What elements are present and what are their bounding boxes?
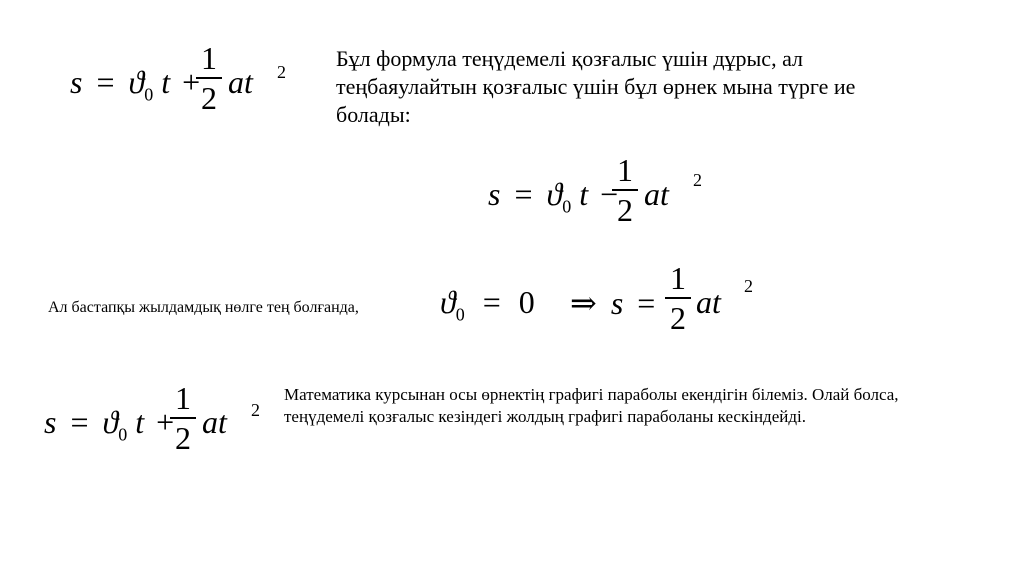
formula-subscript: 0 (562, 196, 572, 217)
formula-var-s: s (610, 285, 624, 321)
formula-var-s: s (70, 64, 83, 100)
formula-var-theta: ϑ (128, 64, 145, 100)
paragraph-uniform-acceleration-note: Бұл формула теңүдемелі қозғалыс үшін дұрыс, ал теңбаяулайтын қозғалыс үшін бұл өрнек мына түрге ие болады: (336, 46, 856, 128)
formula-exponent: 2 (693, 170, 702, 190)
formula-zero: 0 (518, 284, 535, 320)
formula-exponent: 2 (251, 400, 260, 420)
fraction-bar (612, 189, 638, 191)
formula-fraction (170, 382, 196, 454)
formula-initial-speed-zero (440, 284, 535, 325)
fraction-numerator: 1 (201, 40, 217, 76)
formula-plus: + (156, 404, 175, 440)
fraction-numerator: 1 (617, 152, 633, 188)
formula-var-s: s (488, 176, 501, 212)
formula-fraction (665, 262, 691, 334)
fraction-denominator: 2 (617, 192, 633, 228)
formula-var-at: at (228, 64, 253, 100)
formula-subscript: 0 (144, 84, 154, 105)
fraction-numerator: 1 (670, 260, 686, 296)
formula-var-t: t (579, 176, 589, 212)
formula-subscript: 0 (455, 304, 465, 325)
formula-var-at: at (202, 404, 227, 440)
paragraph-parabola-graph: Математика курсынан осы өрнектің графигі параболы екендігін білеміз. Олай болса, теңүдемелі қозғалыс кезіндегі жолдың графигі параболаны кескіндейді. (284, 385, 899, 426)
formula-uniform-acceleration (70, 40, 300, 130)
initial-speed-label: Ал бастапқы жылдамдық нөлге тең болғанда, (48, 299, 359, 316)
formula-equals: = (637, 285, 656, 321)
formula-exponent: 2 (277, 62, 286, 82)
fraction-bar (665, 297, 691, 299)
formula-var-at: at (696, 284, 721, 320)
formula-var-at: at (644, 176, 669, 212)
fraction-bar (196, 77, 222, 79)
fraction-denominator: 2 (201, 80, 217, 116)
formula-minus: − (600, 176, 619, 212)
formula-equals: = (70, 404, 89, 440)
fraction-denominator: 2 (670, 300, 686, 336)
formula-fraction (612, 154, 638, 226)
formula-var-theta: ϑ (102, 404, 119, 440)
formula-equals: = (96, 64, 115, 100)
formula-plus: + (182, 64, 201, 100)
fraction-denominator: 2 (175, 420, 191, 456)
formula-uniform-acceleration-repeat (44, 380, 274, 470)
formula-implies-path (570, 260, 770, 350)
formula-equals: = (514, 176, 533, 212)
formula-equals: = (482, 284, 501, 320)
formula-subscript: 0 (118, 424, 128, 445)
fraction-bar (170, 417, 196, 419)
formula-exponent: 2 (744, 276, 753, 296)
formula-var-theta: ϑ (546, 176, 563, 212)
formula-var-t: t (135, 404, 145, 440)
fraction-numerator: 1 (175, 380, 191, 416)
formula-var-s: s (44, 404, 57, 440)
formula-var-theta: ϑ (440, 284, 456, 320)
formula-var-t: t (161, 64, 171, 100)
implies-arrow-icon: ⇒ (570, 285, 597, 321)
formula-fraction (196, 42, 222, 114)
formula-uniform-deceleration (488, 152, 718, 242)
